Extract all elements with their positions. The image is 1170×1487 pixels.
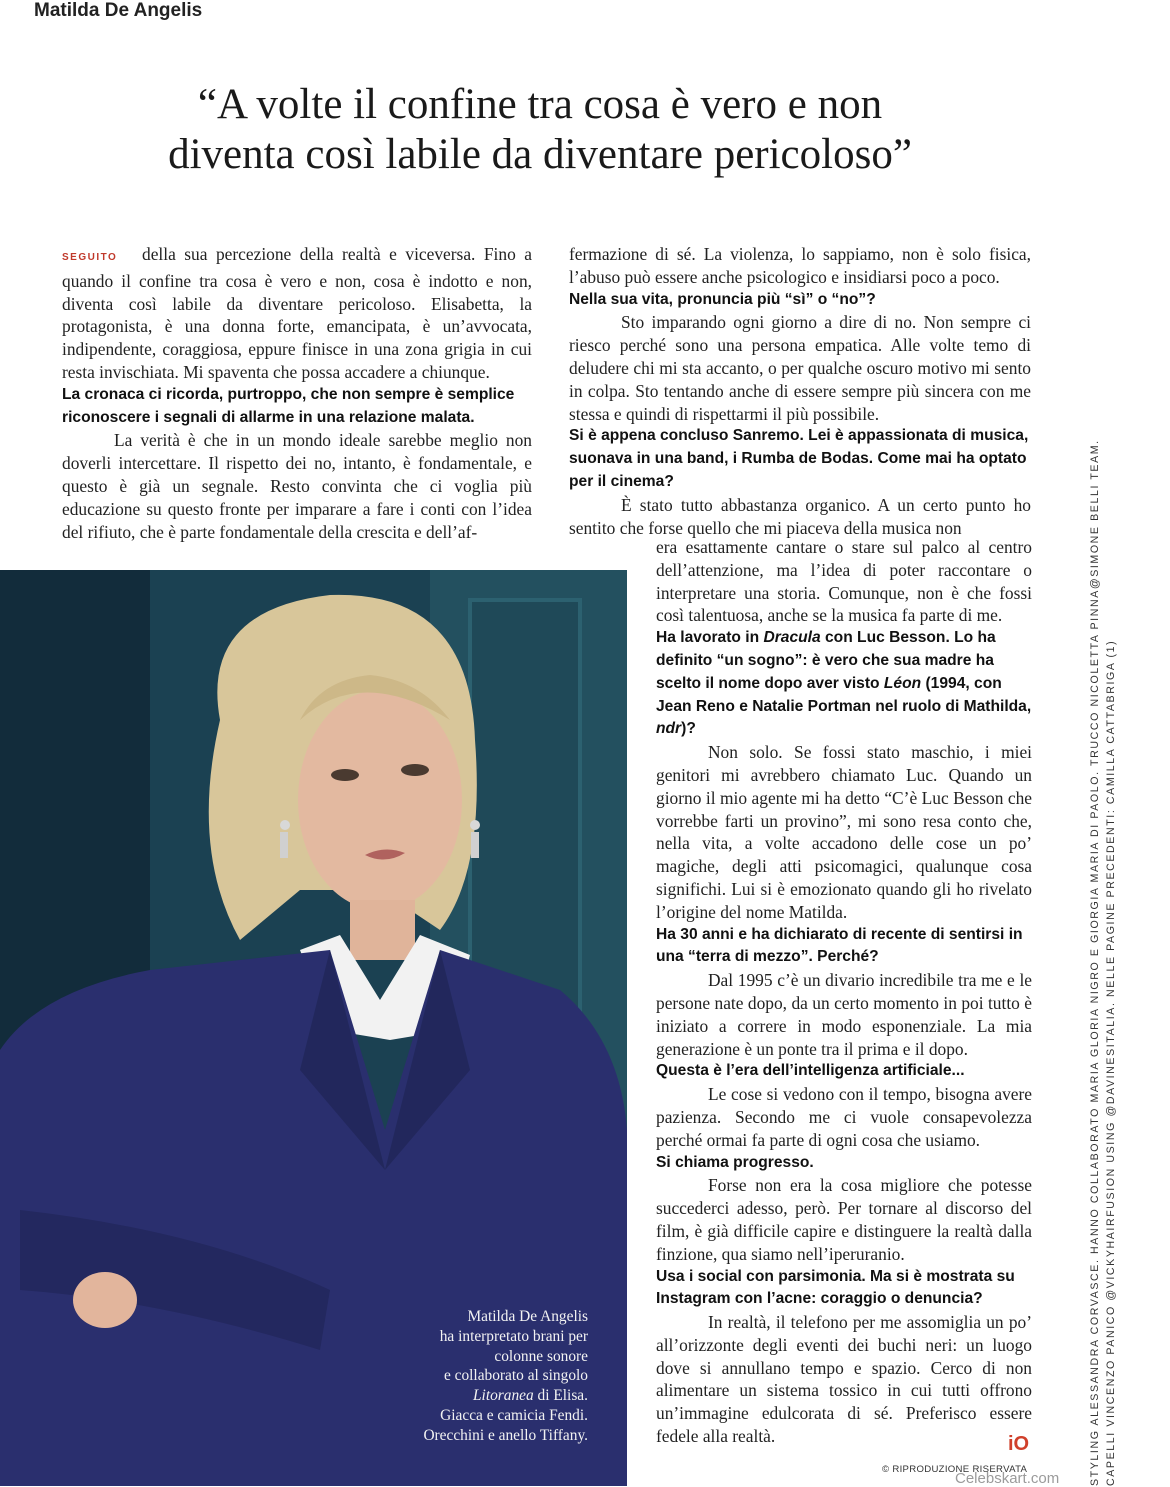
- watermark: Celebskart.com: [955, 1470, 1060, 1487]
- note-abbrev: ndr: [656, 720, 682, 738]
- question: La cronaca ci ricorda, purtroppo, che non sempre è semplice riconoscere i segnali di allarme in una relazione malata.: [62, 385, 515, 426]
- photo-caption: [405, 1307, 588, 1446]
- question-text: (1994, con Jean Reno e Natalie Portman nel ruolo di Mathilda,: [656, 674, 1032, 715]
- question: Si chiama progresso.: [656, 1153, 814, 1171]
- question-text: Ha lavorato in: [656, 629, 764, 647]
- credits-line-2: CAPELLI VINCENZO PANICO @VICKYHAIRFUSION USING @DAVINESITALIA. NELLE PAGINE PRECEDENTI: CAMILLA CATTABRIGA (1): [1104, 639, 1117, 1486]
- question-text: )?: [681, 720, 696, 738]
- caption-line: [405, 1386, 588, 1406]
- answer: Le cose si vedono con il tempo, bisogna avere pazienza. Secondo me ci vuole consapevolezza perché ormai fa parte di ogni cosa che usiamo.: [656, 1084, 1032, 1150]
- answer: Dal 1995 c’è un divario incredibile tra me e le persone nate dopo, da un certo momento in poi tutto è iniziato a correre in modo esponenziale. La mia generazione è un ponte tra il prima e il dopo.: [656, 970, 1032, 1059]
- article-column-1: [62, 243, 532, 543]
- caption-line: Matilda De Angelis: [467, 1308, 588, 1325]
- question-text: con Luc Besson. Lo ha definito “un sogno”: è vero che sua madre ha scelto il nome dopo aver visto: [656, 629, 996, 692]
- seguito-label: SEGUITO: [62, 252, 118, 263]
- question: Usa i social con parsimonia. Ma si è mostrata su Instagram con l’acne: coraggio o denuncia?: [656, 1267, 1015, 1308]
- question: Nella sua vita, pronuncia più “sì” o “no”?: [569, 290, 876, 308]
- photo-credits-vertical: [1088, 236, 1158, 1486]
- question: Questa è l’era dell’intelligenza artificiale...: [656, 1062, 965, 1080]
- caption-text: di Elisa.: [533, 1387, 588, 1405]
- pull-quote-headline: [60, 80, 1020, 180]
- headline-line-1: “A volte il confine tra cosa è vero e non: [197, 81, 883, 128]
- article-column-2: [569, 243, 1031, 539]
- paragraph: era esattamente cantare o stare sul palco al centro dell’attenzione, ma l’idea di poter raccontare o interpretare una storia. Comunque, non è che fossi così talentuosa, anche se la musica fa parte di me.: [656, 537, 1032, 626]
- film-title: Dracula: [763, 629, 821, 647]
- caption-line: Orecchini e anello Tiffany.: [423, 1426, 588, 1444]
- caption-line: Giacca e camicia Fendi.: [440, 1406, 588, 1424]
- answer: In realtà, il telefono per me assomiglia un po’ all’orizzonte degli eventi dei buchi neri: un luogo dove si annullano tempo e spazio. Cerco di non alimentare un sistema tossico in cui tutti offrono un’immagine edulcorata di sé. Preferisco essere fedele alla realtà.: [656, 1312, 1032, 1447]
- caption-line: ha interpretato brani per: [439, 1327, 588, 1345]
- question: Si è appena concluso Sanremo. Lei è appassionata di musica, suonava in una band, i Rumba de Bodas. Come mai ha optato per il cinema?: [569, 427, 1029, 490]
- paragraph: fermazione di sé. La violenza, lo sappiamo, non è solo fisica, l’abuso può essere anche psicologico e insidiarsi poco a poco.: [569, 244, 1031, 287]
- answer: È stato tutto abbastanza organico. A un certo punto ho sentito che forse quello che mi piaceva della musica non: [569, 494, 1031, 538]
- caption-line: colonne sonore: [494, 1347, 588, 1365]
- answer: Sto imparando ogni giorno a dire di no. Non sempre ci riesco perché sono una persona empatica. Alle volte temo di deludere chi mi sta accanto, o per qualche oscuro motivo mi sento in colpa. Sto tentando anche di essere sempre più sincera con me stessa e quindi di rispettarmi il più possibile.: [569, 312, 1031, 424]
- credits-line-1: STYLING ALESSANDRA CORVASCE. HANNO COLLABORATO MARIA GLORIA NIGRO E GIORGIA MARIA DI PAOLO. TRUCCO NICOLETTA PINNA@SIMONE BELLI TEAM.: [1089, 439, 1101, 1486]
- answer: Forse non era la cosa migliore che potesse succederci adesso, però. Per tornare al discorso del film, è già difficile capire e distinguere la realtà dalla finzione, qua siamo nell’iperuranio.: [656, 1175, 1032, 1264]
- paragraph-text: della sua percezione della realtà e viceversa. Fino a quando il confine tra cosa è vero e non, cosa è indotto e non, diventa così labile da diventare pericoloso. Elisabetta, la protagonista, è una donna forte, emancipata, è un’avvocata, indipendente, coraggiosa, eppure finisce in una zona grigia in cui resta invischiata. Mi spaventa che possa accadere a chiunque.: [62, 244, 532, 382]
- copyright-note: © RIPRODUZIONE RISERVATA: [882, 1464, 1028, 1475]
- article-column-3: [656, 536, 1032, 1448]
- song-title: Litoranea: [472, 1387, 534, 1405]
- question: [656, 627, 1032, 741]
- caption-line: e collaborato al singolo: [443, 1367, 588, 1385]
- answer: Non solo. Se fossi stato maschio, i miei genitori mi avrebbero chiamato Luc. Quando un giorno il mio agente mi ha detto “C’è Luc Besson che vorrebbe farti un provino”, mi sono resa conto che, nella vita, a volte accadono delle cose un po’ magiche, degli atti psicomagici, qualunque cosa significhi. Lui si è emozionato quando gli ho rivelato l’origine del nome Matilda.: [656, 742, 1032, 922]
- section-name: Matilda De Angelis: [34, 0, 203, 21]
- answer: La verità è che in un mondo ideale sarebbe meglio non doverli intercettare. Il rispetto dei no, intanto, è fondamentale, e questo è già un segnale. Resto convinta che ci voglia più educazione su questo fronte per imparare a fare i conti con l’idea del rifiuto, che è parte fondamentale della crescita e dell’af-: [62, 430, 532, 542]
- paragraph: [62, 243, 532, 384]
- question: Ha 30 anni e ha dichiarato di recente di sentirsi in una “terra di mezzo”. Perché?: [656, 925, 1023, 966]
- film-title: Léon: [883, 674, 922, 692]
- io-logo: iO: [1008, 1433, 1030, 1455]
- portrait-photo: [0, 570, 627, 1486]
- headline-line-2: diventa così labile da diventare pericoloso”: [168, 131, 912, 178]
